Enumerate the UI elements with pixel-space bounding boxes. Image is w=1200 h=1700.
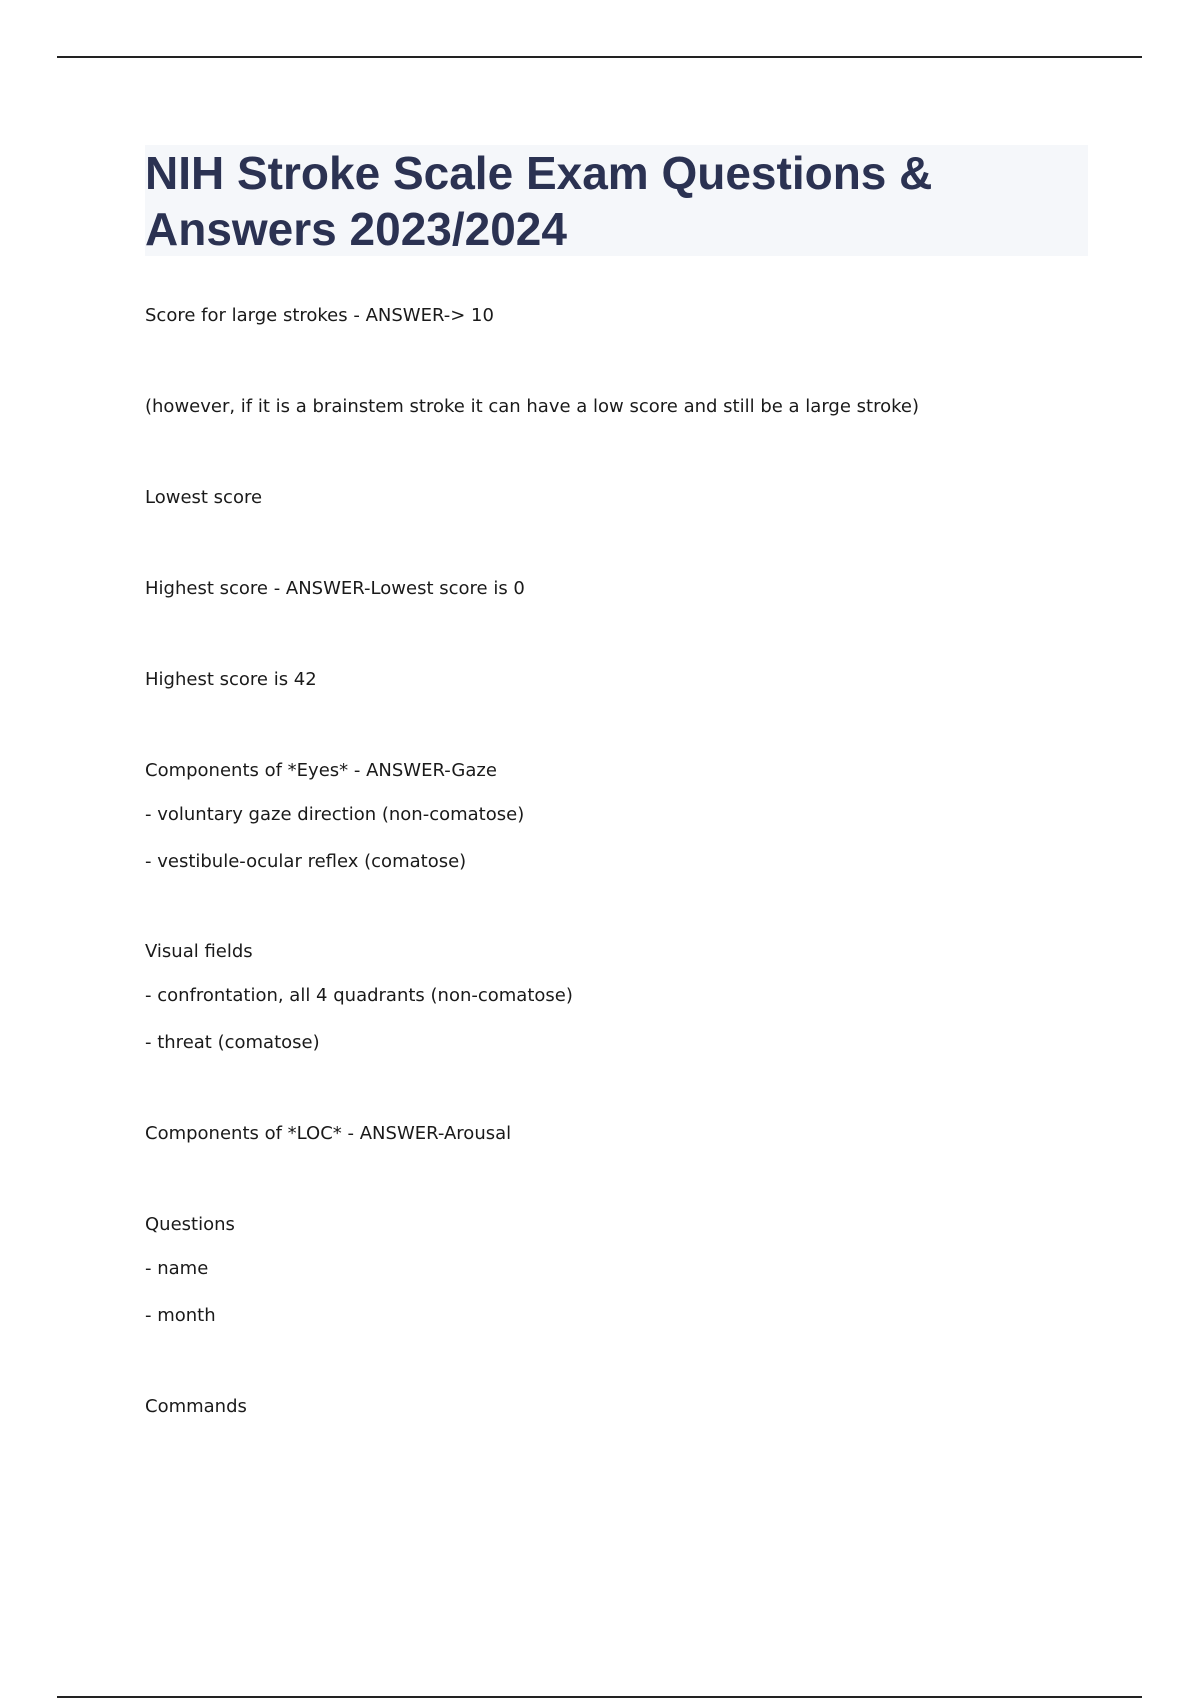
text-line: - voluntary gaze direction (non-comatose) <box>145 804 525 825</box>
text-line: - name <box>145 1258 209 1279</box>
text-line: Highest score is 42 <box>145 669 317 690</box>
title-banner <box>145 145 1088 256</box>
text-line: (however, if it is a brainstem stroke it can have a low score and still be a large stroke) <box>145 396 919 417</box>
page-top-rule <box>57 56 1142 58</box>
text-line: - vestibule-ocular reflex (comatose) <box>145 851 467 872</box>
page-bottom-rule <box>57 1696 1142 1698</box>
text-line: Questions <box>145 1214 235 1235</box>
text-line: Lowest score <box>145 487 263 508</box>
text-line: - threat (comatose) <box>145 1032 320 1053</box>
text-line: Visual fields <box>145 941 253 962</box>
text-line: - confrontation, all 4 quadrants (non-comatose) <box>145 985 573 1006</box>
text-line: Components of *Eyes* - ANSWER-Gaze <box>145 760 497 781</box>
text-line: Components of *LOC* - ANSWER-Arousal <box>145 1123 512 1144</box>
document-title: NIH Stroke Scale Exam Questions & Answers 2023/2024 <box>145 147 933 255</box>
text-line: Commands <box>145 1396 247 1417</box>
text-line: Score for large strokes - ANSWER-> 10 <box>145 305 494 326</box>
text-line: Highest score - ANSWER-Lowest score is 0 <box>145 578 525 599</box>
text-line: - month <box>145 1305 216 1326</box>
